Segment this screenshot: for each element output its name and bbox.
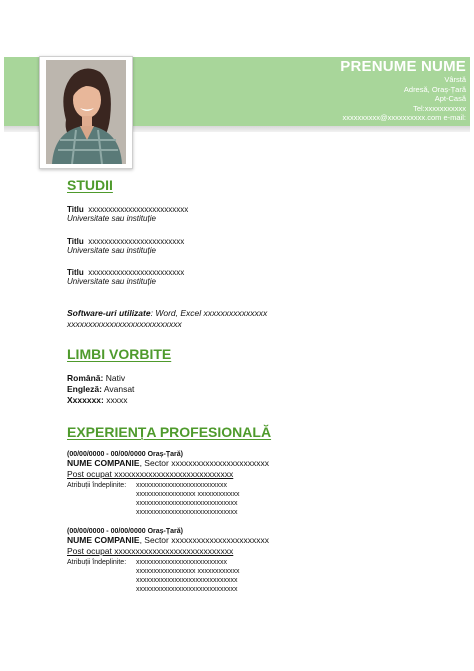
study-entry-1	[67, 205, 188, 214]
study-entry-3	[67, 268, 184, 277]
company-sector: , Sector xxxxxxxxxxxxxxxxxxxxxxx	[139, 535, 269, 545]
software-line-2: xxxxxxxxxxxxxxxxxxxxxxxxxxx	[67, 319, 182, 329]
language-level: Avansat	[101, 384, 135, 394]
job-duties-label-1: Atribuții îndeplinite:	[67, 482, 127, 489]
study-institution-3: Universitate sau instituție	[67, 277, 156, 286]
job-duty-line: xxxxxxxxxxxxxxxxxxxxxxxxxx	[136, 559, 227, 566]
portrait-image	[46, 60, 126, 164]
company-name: NUME COMPANIE	[67, 535, 140, 545]
job-post-1: Post ocupat xxxxxxxxxxxxxxxxxxxxxxxxxxxx	[67, 469, 234, 479]
software-value: : Word, Excel xxxxxxxxxxxxxxx	[150, 308, 268, 318]
job-duty-line: xxxxxxxxxxxxxxxxxxxxxxxxxxxxx	[136, 509, 238, 516]
profile-photo	[46, 60, 126, 164]
job-post-2: Post ocupat xxxxxxxxxxxxxxxxxxxxxxxxxxxx	[67, 546, 234, 556]
company-sector: , Sector xxxxxxxxxxxxxxxxxxxxxxx	[139, 458, 269, 468]
header-age: Vârstă	[444, 75, 466, 84]
study-institution-1: Universitate sau instituție	[67, 214, 156, 223]
study-label: Titlu	[67, 205, 84, 214]
language-item	[67, 385, 134, 394]
company-name: NUME COMPANIE	[67, 458, 140, 468]
software-label: Software-uri utilizate	[67, 308, 151, 318]
job-duties-label-2: Atribuții îndeplinite:	[67, 559, 127, 566]
language-item	[67, 374, 125, 383]
software-line	[67, 309, 267, 318]
job-duty-line: xxxxxxxxxxxxxxxxxxxxxxxxxxxxx	[136, 586, 238, 593]
study-institution-2: Universitate sau instituție	[67, 246, 156, 255]
job-duty-line: xxxxxxxxxxxxxxxxx xxxxxxxxxxxx	[136, 491, 240, 498]
study-label: Titlu	[67, 237, 84, 246]
job-period-1: (00/00/0000 - 00/00/0000 Oraș-Țară)	[67, 451, 183, 458]
study-label: Titlu	[67, 268, 84, 277]
section-title-limbi: LIMBI VORBITE	[67, 346, 172, 362]
header-contact	[340, 58, 466, 123]
job-period-2: (00/00/0000 - 00/00/0000 Oraș-Țară)	[67, 528, 183, 535]
header-apartment: Apt-Casă	[434, 94, 466, 103]
language-level: xxxxx	[103, 395, 128, 405]
job-duty-line: xxxxxxxxxxxxxxxxx xxxxxxxxxxxx	[136, 568, 240, 575]
job-duty-line: xxxxxxxxxxxxxxxxxxxxxxxxxx	[136, 482, 227, 489]
language-name: Xxxxxxx:	[67, 395, 104, 405]
section-title-experienta: EXPERIENȚA PROFESIONALĂ	[67, 424, 272, 440]
header-email: xxxxxxxxxx@xxxxxxxxxx.com e-mail:	[342, 113, 466, 122]
language-name: Engleză:	[67, 384, 102, 394]
profile-photo-frame	[39, 56, 133, 169]
language-item	[67, 396, 128, 405]
language-level: Nativ	[103, 373, 126, 383]
section-title-studii: STUDII	[67, 177, 113, 193]
study-value: xxxxxxxxxxxxxxxxxxxxxxxx	[88, 268, 185, 277]
study-entry-2	[67, 237, 184, 246]
job-duty-line: xxxxxxxxxxxxxxxxxxxxxxxxxxxxx	[136, 577, 238, 584]
job-company-2	[67, 536, 269, 545]
header-phone: Tel:xxxxxxxxxxx	[413, 103, 466, 113]
header-address: Adresă, Oraș-Țară	[403, 84, 466, 94]
language-name: Română:	[67, 373, 104, 383]
job-duty-line: xxxxxxxxxxxxxxxxxxxxxxxxxxxxx	[136, 500, 238, 507]
study-value: xxxxxxxxxxxxxxxxxxxxxxxx	[88, 237, 185, 246]
candidate-name: PRENUME NUME	[340, 58, 466, 75]
study-value: xxxxxxxxxxxxxxxxxxxxxxxxx	[88, 205, 189, 214]
job-company-1	[67, 459, 269, 468]
